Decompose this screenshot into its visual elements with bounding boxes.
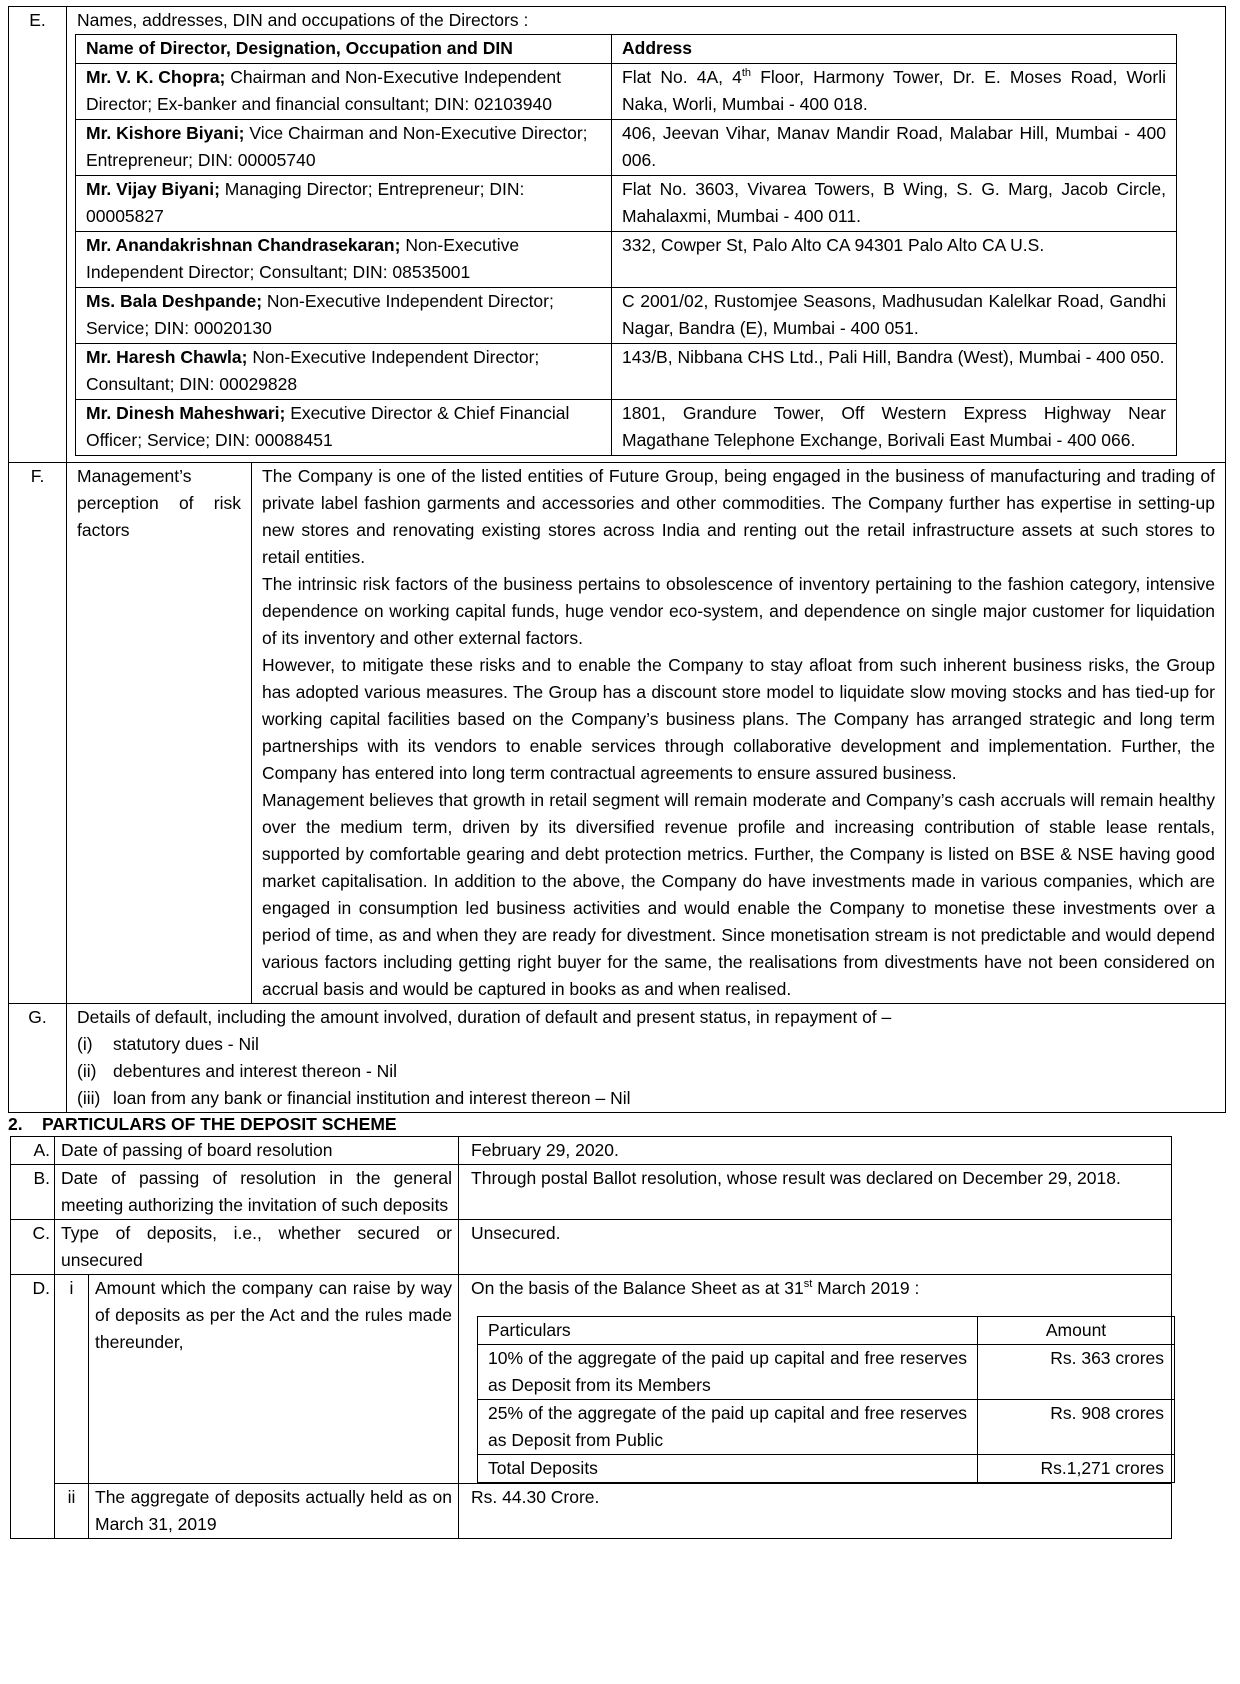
balance-sheet-note: On the basis of the Balance Sheet as at 31st March 2019 : (471, 1277, 920, 1298)
deposit-scheme-table (10, 1136, 1172, 1539)
director-details: Non-Executive Independent Director; Service; DIN: 00020130 (86, 290, 554, 338)
limits-row (478, 1344, 1175, 1399)
director-row (76, 175, 1177, 231)
section-f-label: Management’s perception of risk factors (67, 462, 252, 1003)
deposit-row-letter: C. (11, 1219, 55, 1274)
directors-table (75, 34, 1177, 456)
directors-col-address: Address (612, 35, 1177, 64)
section-g-letter: G. (9, 1003, 67, 1112)
default-item-num: (i) (77, 1033, 93, 1054)
limits-total-row (478, 1454, 1175, 1482)
limits-amount: Rs. 363 crores (978, 1344, 1175, 1399)
limits-amount: Rs.1,271 crores (978, 1454, 1175, 1482)
director-row (76, 343, 1177, 399)
director-cell (76, 119, 612, 175)
risk-paragraph: However, to mitigate these risks and to enable the Company to stay afloat from such inherent business risks, the Group has adopted various measures. The Group has a discount store model to liquidate slow moving stocks and has tied-up for working capital facilities based on the Company’s business plans. The Company has arranged strategic and long term partnerships with its vendors to enable services through collaborative development and implementation. Further, the Company has entered into long term contractual agreements to ensure assured business. (262, 654, 1215, 783)
director-cell (76, 175, 612, 231)
director-name: Mr. Haresh Chawla; (86, 346, 248, 367)
director-details: Non-Executive Independent Director; Consultant; DIN: 00029828 (86, 346, 540, 394)
deposit-row-d-i (11, 1274, 1172, 1483)
director-details: Vice Chairman and Non-Executive Director; Entrepreneur; DIN: 00005740 (86, 122, 588, 170)
limits-particular: 25% of the aggregate of the paid up capital and free reserves as Deposit from Public (478, 1399, 978, 1454)
risk-paragraph: The intrinsic risk factors of the business pertains to obsolescence of inventory pertaining to the fashion category, intensive dependence on working capital funds, huge vendor eco-system, and dependence on single major customer for liquidation of its inventory and other external factors. (262, 573, 1215, 648)
director-row (76, 231, 1177, 287)
director-name: Mr. V. K. Chopra; (86, 66, 226, 87)
section-f-body (252, 462, 1226, 1003)
limits-amount: Rs. 908 crores (978, 1399, 1175, 1454)
director-cell (76, 63, 612, 119)
director-address: 406, Jeevan Vihar, Manav Mandir Road, Malabar Hill, Mumbai - 400 006. (612, 119, 1177, 175)
disclosure-table (8, 6, 1226, 1113)
limits-particular: Total Deposits (478, 1454, 978, 1482)
deposit-row-label: Date of passing of board resolution (55, 1136, 459, 1164)
director-name: Mr. Anandakrishnan Chandrasekaran; (86, 234, 401, 255)
deposit-row-value: Unsecured. (459, 1219, 1172, 1274)
section-e-content (67, 7, 1226, 463)
director-cell (76, 343, 612, 399)
default-item-num: (ii) (77, 1060, 97, 1081)
director-address: 143/B, Nibbana CHS Ltd., Pali Hill, Bandra (West), Mumbai - 400 050. (612, 343, 1177, 399)
default-item (77, 1085, 1215, 1112)
limits-particular: 10% of the aggregate of the paid up capital and free reserves as Deposit from its Members (478, 1344, 978, 1399)
director-cell (76, 399, 612, 455)
limits-row (478, 1399, 1175, 1454)
deposit-row-value: Through postal Ballot resolution, whose result was declared on December 29, 2018. (459, 1164, 1172, 1219)
default-item-text: loan from any bank or financial institution and interest thereon – Nil (113, 1087, 631, 1108)
deposit-subrow-num: i (55, 1274, 89, 1483)
directors-col-name: Name of Director, Designation, Occupation and DIN (76, 35, 612, 64)
limits-header-row (478, 1316, 1175, 1344)
director-cell (76, 231, 612, 287)
deposit-subrow-label: Amount which the company can raise by way of deposits as per the Act and the rules made thereunder, (89, 1274, 459, 1483)
director-address: C 2001/02, Rustomjee Seasons, Madhusudan Kalelkar Road, Gandhi Nagar, Bandra (E), Mumbai - 400 051. (612, 287, 1177, 343)
deposit-subrow-label: The aggregate of deposits actually held as on March 31, 2019 (89, 1483, 459, 1538)
director-address: Flat No. 4A, 4th Floor, Harmony Tower, Dr. E. Moses Road, Worli Naka, Worli, Mumbai - 400 018. (612, 63, 1177, 119)
deposit-row-value: February 29, 2020. (459, 1136, 1172, 1164)
deposit-row-letter-empty (11, 1483, 55, 1538)
deposit-subrow-num: ii (55, 1483, 89, 1538)
director-name: Mr. Vijay Biyani; (86, 178, 220, 199)
default-item-text: debentures and interest thereon - Nil (113, 1060, 398, 1081)
deposit-row-b (11, 1164, 1172, 1219)
director-name: Mr. Kishore Biyani; (86, 122, 245, 143)
director-row (76, 287, 1177, 343)
directors-header-row (76, 35, 1177, 64)
default-item (77, 1058, 1215, 1085)
director-name: Mr. Dinesh Maheshwari; (86, 402, 286, 423)
default-item (77, 1031, 1215, 1058)
section-g-content (67, 1003, 1226, 1112)
director-cell (76, 287, 612, 343)
section-2-title: 2. PARTICULARS OF THE DEPOSIT SCHEME (8, 1113, 397, 1134)
limits-col-amount: Amount (978, 1316, 1175, 1344)
director-details: Chairman and Non-Executive Independent Director; Ex-banker and financial consultant; DIN: 02103940 (86, 66, 562, 114)
default-item-text: statutory dues - Nil (113, 1033, 259, 1054)
deposit-row-letter: A. (11, 1136, 55, 1164)
director-details: Executive Director & Chief Financial Officer; Service; DIN: 00088451 (86, 402, 570, 450)
limits-col-particulars: Particulars (478, 1316, 978, 1344)
deposit-row-a (11, 1136, 1172, 1164)
director-row (76, 399, 1177, 455)
director-details: Managing Director; Entrepreneur; DIN: 00005827 (86, 178, 525, 226)
deposit-row-label: Date of passing of resolution in the general meeting authorizing the invitation of such deposits (55, 1164, 459, 1219)
risk-paragraph: Management believes that growth in retail segment will remain moderate and Company’s cash accruals will remain healthy over the medium term, driven by its diversified revenue profile and increasing contribution of stable lease rentals, supported by comfortable gearing and debt protection metrics. Further, the Company is listed on BSE & NSE having good market capitalisation. In addition to the above, the Company do have investments made in various companies, which are engaged in consumption led business activities and would enable the Company to monetise these investments over a period of time, as and when they are ready for divestment. Since monetisation stream is not predictable and would depend various factors including getting right buyer for the same, the realisations from divestments have not been considered on accrual basis and would be captured in books as and when realised. (262, 789, 1215, 999)
default-item-num: (iii) (77, 1087, 101, 1108)
risk-paragraph: The Company is one of the listed entities of Future Group, being engaged in the business of manufacturing and trading of private label fashion garments and accessories and other commodities. The Company further has expertise in setting-up new stores and renovating existing stores across India and renting out the retail infrastructure assets at such stores to retail entities. (262, 465, 1215, 567)
director-name: Ms. Bala Deshpande; (86, 290, 263, 311)
section-f-row (9, 462, 1226, 1003)
section-g-row (9, 1003, 1226, 1112)
deposit-limits-table (477, 1316, 1175, 1483)
document-page (8, 6, 1226, 1539)
director-row (76, 63, 1177, 119)
deposit-row-c (11, 1219, 1172, 1274)
deposit-row-letter: D. (11, 1274, 55, 1483)
section-g-heading: Details of default, including the amount involved, duration of default and present status, in repayment of – (77, 1006, 892, 1027)
deposit-row-d-ii (11, 1483, 1172, 1538)
section-e-row (9, 7, 1226, 463)
director-address: 1801, Grandure Tower, Off Western Express Highway Near Magathane Telephone Exchange, Borivali East Mumbai - 400 066. (612, 399, 1177, 455)
deposit-row-label: Type of deposits, i.e., whether secured or unsecured (55, 1219, 459, 1274)
director-details: Non-Executive Independent Director; Consultant; DIN: 08535001 (86, 234, 520, 282)
deposit-subrow-value: Rs. 44.30 Crore. (459, 1483, 1172, 1538)
director-address: 332, Cowper St, Palo Alto CA 94301 Palo Alto CA U.S. (612, 231, 1177, 287)
section-f-letter: F. (9, 462, 67, 1003)
section-e-heading: Names, addresses, DIN and occupations of the Directors : (77, 10, 529, 30)
director-row (76, 119, 1177, 175)
deposit-row-letter: B. (11, 1164, 55, 1219)
section-e-letter: E. (9, 7, 67, 463)
deposit-subrow-value (459, 1274, 1172, 1483)
director-address: Flat No. 3603, Vivarea Towers, B Wing, S. G. Marg, Jacob Circle, Mahalaxmi, Mumbai - 400 011. (612, 175, 1177, 231)
